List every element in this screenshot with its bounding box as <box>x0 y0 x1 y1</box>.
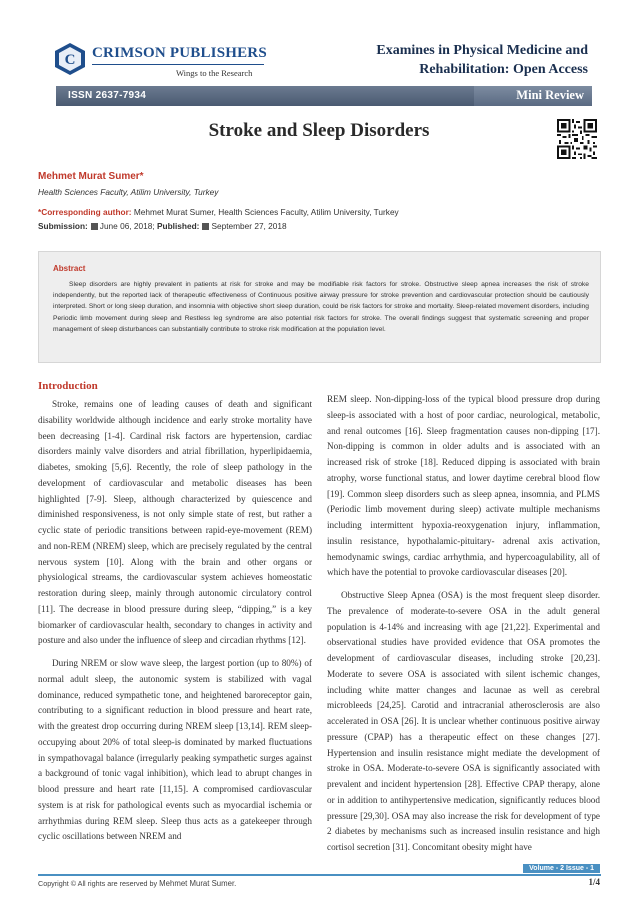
issn-label: ISSN 2637-7934 <box>68 90 147 101</box>
submission-label: Submission: <box>38 221 88 231</box>
body-column-right <box>327 392 600 863</box>
publisher-tagline: Wings to the Research <box>176 68 253 78</box>
volume-issue-badge: Volume - 2 Issue - 1 <box>523 864 600 873</box>
issn-band <box>56 86 592 106</box>
published-date: September 27, 2018 <box>211 221 287 231</box>
body-paragraph: REM sleep. Non-dipping-loss of the typical blood pressure drop during sleep-is associated with a host of poor cardiac, neurological, metabolic, and renal outcomes [16]. Sleep fragmentation causes non-dipping [17]. Non-dipping is common in older adults and is associated with an increased risk of stroke [18]. Reduced dipping is associated with brain atrophy, worse functional status, and lower daytime cerebral blood flow [19]. Common sleep disorders such as sleep apnea, insomnia, and PLMS (Periodic limb movement during sleep) activate multiple mechanisms including intermittent hypoxia-reoxygenation injury, inflammation, insulin resistance, hypothalamic-pituitary- adrenal axis activation, hemodynamic swings, cardiac arrhythmia, and hypercoagulability, all of which have the potential to provoke cardiovascular diseases [20]. <box>327 394 600 578</box>
corresponding-author-text: Mehmet Murat Sumer, Health Sciences Faculty, Atilim University, Turkey <box>133 207 399 217</box>
introduction-heading: Introduction <box>38 380 98 392</box>
body-paragraph: During NREM or slow wave sleep, the largest portion (up to 80%) of normal adult sleep, the autonomic system is stabilized with vagal dominance, reduced sympathetic tone, and heightened baroreceptor gain, contributing to a significant reduction in blood pressure and heart rate, with the greatest drop occurring during NREM sleep [13,14]. REM sleep-occupying about 20% of total sleep-is dominated by marked fluctuations in sympathovagal balance (irregularly peaking sympathetic surges against a background of tonic vagal inhibition), which lead to abrupt changes in blood pressure and heart rate [11,15]. A compromised cardiovascular system is at risk for pathological events such as myocardial ischemia or arrhythmias during REM sleep. Sleep thus acts as a gatekeeper through cyclic oscillations between NREM and <box>38 658 312 842</box>
author-affiliation: Health Sciences Faculty, Atilim University, Turkey <box>38 187 219 197</box>
footer-divider <box>38 874 601 876</box>
publisher-divider <box>92 64 264 65</box>
published-label: Published: <box>157 221 200 231</box>
corresponding-author-label: *Corresponding author: <box>38 207 132 217</box>
corresponding-author <box>38 207 399 217</box>
calendar-icon <box>202 223 209 230</box>
body-paragraph: Stroke, remains one of leading causes of death and significant disability worldwide although incidence and early stroke mortality have been decreasing [1-4]. Cardinal risk factors are hypertension, cardiac disorders mainly valve disorders and atrial fibrillation, hyperlipidaemia, diabetes, smoking [5,6]. Recently, the role of sleep pathology in the development of cardiovascular and metabolic diseases has been highlighted [7-9]. Sleep, although characterized by quiescence and diminished responsiveness, is not only simple state of rest, but rather a cyclic state of periodic transitions between rapid-eye-movement (REM) and non-REM (NREM) sleep, which are precisely regulated by the central nervous system [10]. Along with the brain and other organs or physiological streams, the cardiovascular system achieves homeostatic restoration during sleep, mainly through autonomic circulatory control [11]. The decrease in blood pressure during sleep, “dipping,” is a key biomarker of cardiovascular health, secondary to changes in activity and posture and also under the influence of sleep and circadian rhythms [12]. <box>38 399 312 646</box>
article-type-label: Mini Review <box>516 88 584 102</box>
qr-code-icon[interactable] <box>557 119 597 159</box>
publisher-name: CRIMSON PUBLISHERS <box>92 45 267 61</box>
article-title: Stroke and Sleep Disorders <box>208 120 430 141</box>
svg-text:C: C <box>64 52 76 68</box>
abstract-heading: Abstract <box>53 264 86 273</box>
copyright-prefix: Copyright © All rights are reserved by <box>38 879 158 888</box>
publisher-logo-icon <box>54 42 86 76</box>
calendar-icon <box>91 223 98 230</box>
abstract-box <box>38 251 601 363</box>
body-column-left <box>38 397 312 852</box>
submission-date: June 06, 2018; <box>99 221 155 231</box>
journal-title: Examines in Physical Medicine and Rehabilitation: Open Access <box>376 43 588 77</box>
article-dates <box>38 221 287 231</box>
copyright-holder: Mehmet Murat Sumer. <box>159 879 237 888</box>
body-paragraph: Obstructive Sleep Apnea (OSA) is the most frequent sleep disorder. The prevalence of moderate-to-severe OSA in the adult general population is 4-14% and increasing with age [21,22]. Experimental and observational studies have provided evidence that OSA promotes the development of cardiovascular diseases, including stroke [20,23]. Moderate to severe OSA is associated with silent ischemic changes, including white matter changes and lacunae as well as cerebral microbleeds [24,25]. Carotid and intracranial atherosclerosis are also accelerated in OSA [26]. It is unclear whether continuous positive airway pressure (CPAP) has a therapeutic effect on these changes [27]. Hypertension and insulin resistance might mediate the development of stroke in OSA. Moderate-to-severe OSA is significantly associated with prevalent and incident hypertension [28]. Effective CPAP therapy, alone or in addition to antihypertensive medication, significantly reduces blood pressure [29,30]. OSA may also increase the risk for development of type 2 diabetes by mechanisms such as increased insulin resistance and high cortisol secretion [31]. Concomitant obesity might have <box>327 590 600 852</box>
copyright-notice <box>38 879 236 888</box>
author-name: Mehmet Murat Sumer* <box>38 171 144 182</box>
abstract-text: Sleep disorders are highly prevalent in patients at risk for stroke and may be modifiable risk factors for stroke. Obstructive sleep apnea increases the risk of stroke independently, but the reported lack of therapeutic effectiveness of Continuous positive airway pressure for stroke prevention and cardiovascular protection should be cautiously interpreted. Short or long sleep duration, and insomnia with objective short sleep duration, could be risk factors for stroke and mortality. Sleep-related movement disorders, including Periodic limb movement during sleep and Restless leg syndrome are also potential risk factors for stroke. The overall findings suggest that systematic screening and proper management of sleep disturbances can substantially contribute to stroke risk modification at the population level. <box>53 281 589 333</box>
page-number: 1/4 <box>588 877 600 887</box>
